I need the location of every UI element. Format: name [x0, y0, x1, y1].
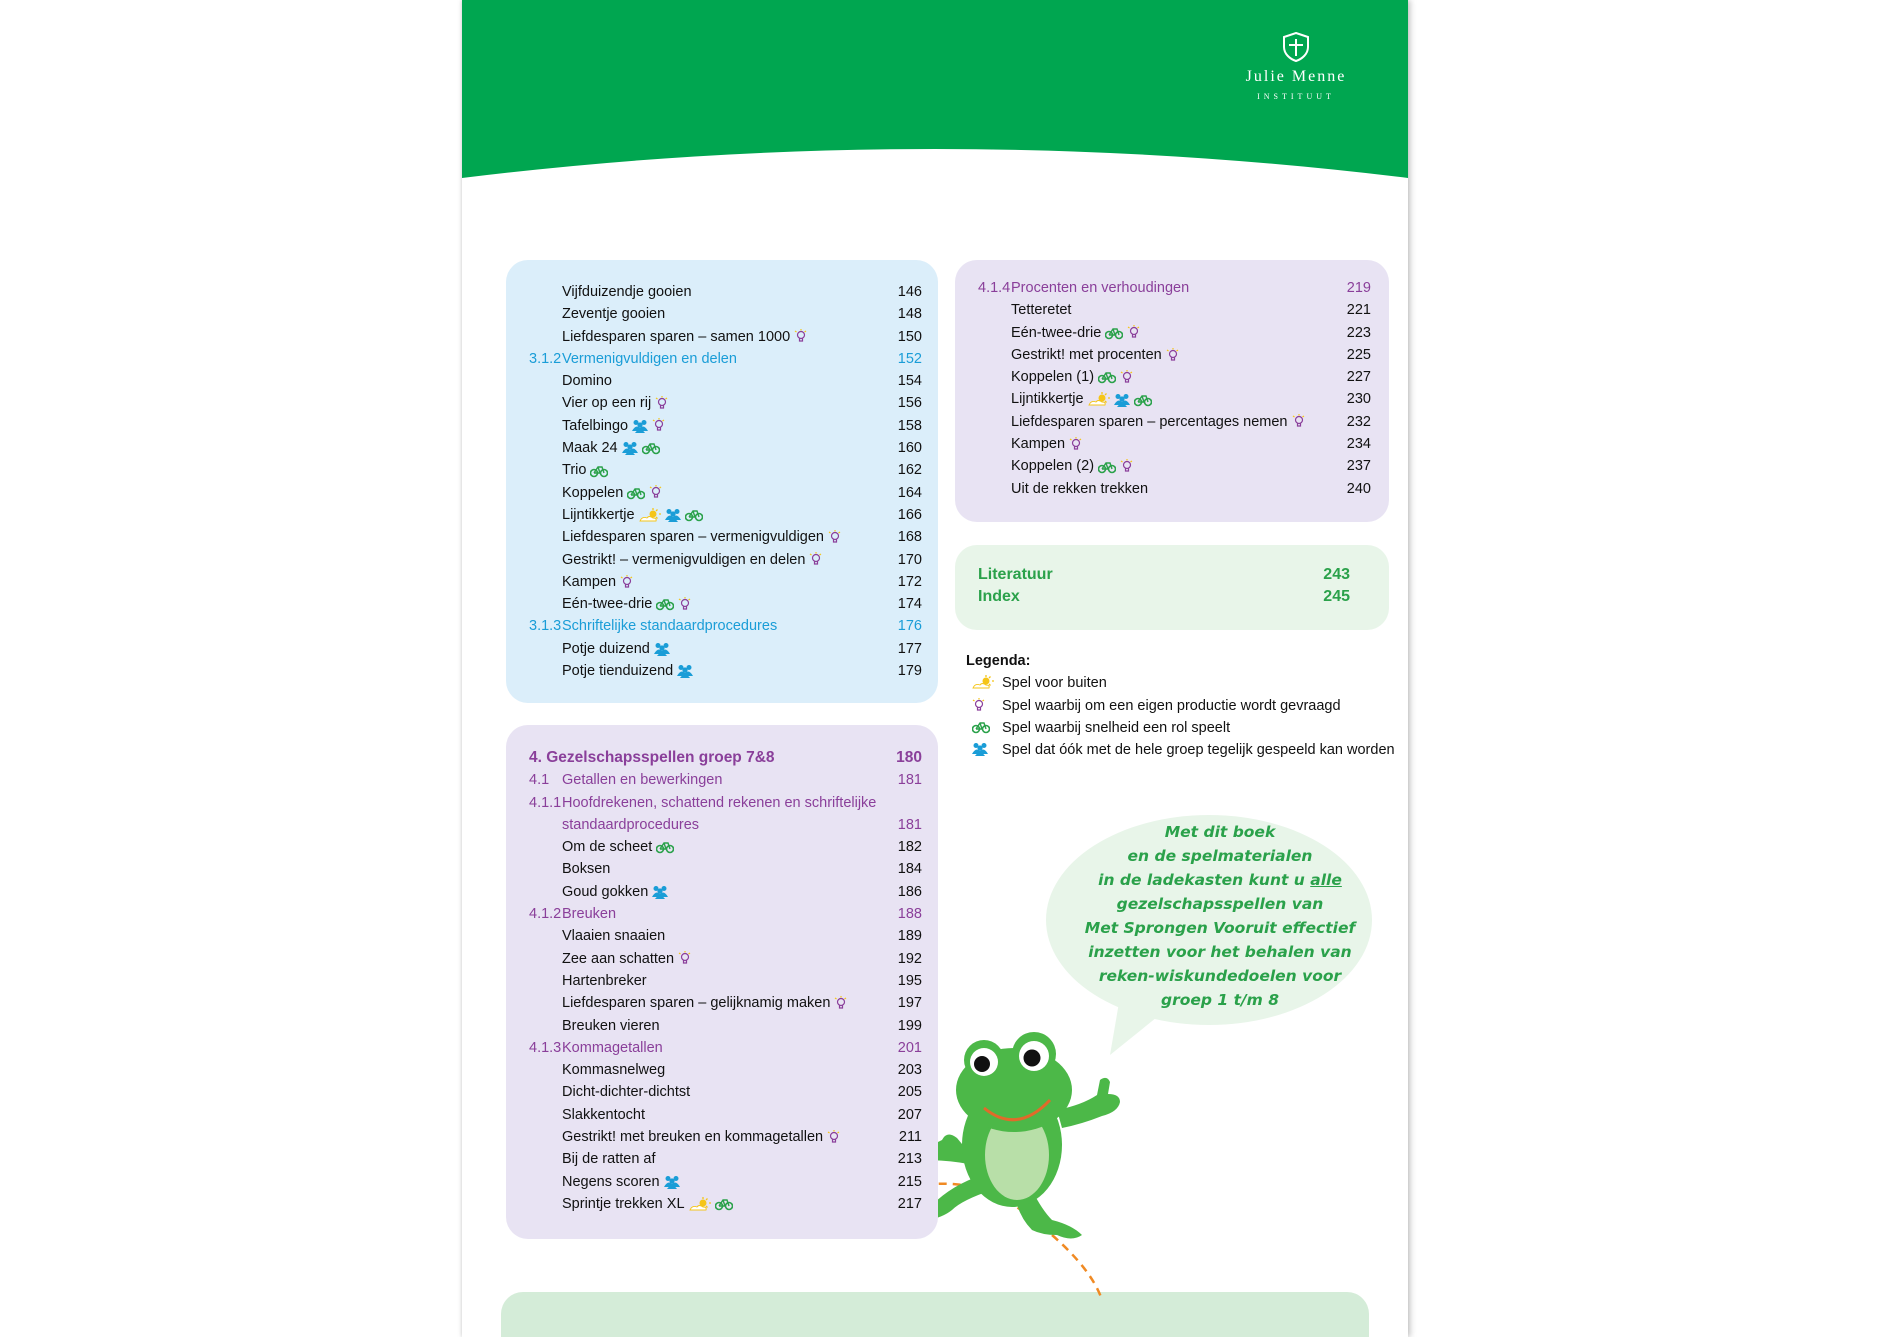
toc-page-number: 177	[897, 640, 922, 657]
toc-title-text: Literatuur	[978, 566, 1053, 583]
sun-icon	[639, 508, 661, 523]
toc-title	[562, 415, 665, 437]
toc-title	[562, 281, 692, 303]
lightbulb-icon	[649, 485, 662, 500]
toc-item-row	[978, 433, 1371, 455]
toc-page-number: 179	[897, 663, 922, 680]
toc-item-row	[529, 1171, 922, 1193]
toc-page-number: 166	[897, 506, 922, 523]
toc-title	[1011, 478, 1148, 500]
toc-title-text: Schriftelijke standaardprocedures	[562, 618, 778, 635]
toc-title	[562, 858, 610, 880]
toc-title-text: Koppelen	[562, 484, 624, 501]
toc-page-number: 146	[897, 284, 922, 300]
toc-title-text: Gestrikt! – vermenigvuldigen en delen	[562, 551, 806, 568]
toc-title-text: Kommagetallen	[562, 1039, 663, 1056]
toc-title	[562, 437, 660, 459]
toc-title-text: Koppelen (1)	[1011, 369, 1095, 386]
toc-title	[562, 1148, 656, 1170]
toc-title	[562, 1171, 680, 1193]
toc-page-number: 195	[897, 972, 922, 989]
toc-page-number: 203	[897, 1062, 922, 1079]
lightbulb-icon	[1120, 459, 1133, 474]
group-icon	[972, 742, 988, 756]
toc-title	[529, 747, 775, 769]
toc-title	[562, 1193, 733, 1215]
toc-page-number: 189	[897, 928, 922, 945]
group-icon	[652, 885, 668, 899]
toc-title-text: Vijfduizendje gooien	[562, 284, 692, 300]
toc-title-text: Lijntikkertje	[1011, 391, 1084, 408]
toc-title-text: Domino	[562, 373, 612, 390]
lightbulb-icon	[1292, 414, 1305, 429]
toc-title	[562, 593, 691, 615]
group-icon	[1114, 393, 1130, 407]
toc-title-text: Negens scoren	[562, 1173, 660, 1190]
toc-title	[562, 792, 876, 814]
toc-item-row	[529, 1015, 922, 1037]
toc-title-text: Uit de rekken trekken	[1011, 480, 1149, 497]
toc-item-row	[529, 504, 922, 526]
toc-title	[1011, 344, 1179, 366]
toc-page-number: 240	[1346, 480, 1371, 497]
toc-page-number: 148	[897, 306, 922, 323]
lightbulb-icon	[972, 698, 985, 713]
toc-title-text: Getallen en bewerkingen	[562, 772, 723, 789]
toc-title	[562, 1015, 660, 1037]
toc-item-row	[529, 593, 922, 615]
toc-item-row	[529, 370, 922, 392]
legend	[966, 650, 1395, 761]
frog-illustration	[922, 1010, 1222, 1310]
toc-title-text: Hoofdrekenen, schattend rekenen en schriftelijke	[562, 794, 877, 811]
toc-page-number: 219	[1346, 280, 1371, 296]
toc-title	[562, 903, 616, 925]
toc-title	[1011, 322, 1140, 344]
toc-section-number: 4.1.3	[529, 1039, 562, 1056]
legend-item	[966, 739, 1395, 761]
toc-extra-row	[978, 564, 1350, 586]
lightbulb-icon	[655, 396, 668, 411]
toc-item-row	[978, 455, 1371, 477]
toc-page-number: 181	[897, 816, 922, 833]
toc-title	[562, 303, 665, 325]
bicycle-icon	[1098, 460, 1116, 474]
legend-item	[966, 717, 1395, 739]
toc-page-number: 186	[897, 883, 922, 900]
toc-page-number: 150	[897, 328, 922, 345]
toc-section-row	[529, 348, 922, 370]
toc-page-number: 174	[897, 596, 922, 613]
toc-section-number: 4.1.2	[529, 906, 562, 923]
toc-title	[562, 571, 633, 593]
toc-page-number: 234	[1346, 436, 1371, 453]
toc-page-number: 211	[898, 1129, 922, 1146]
toc-item-row	[529, 437, 922, 459]
toc-title	[1011, 411, 1305, 433]
toc-page-number: 199	[897, 1017, 922, 1034]
toc-title	[562, 504, 703, 526]
toc-item-row	[529, 526, 922, 548]
toc-item-row	[529, 1148, 922, 1170]
toc-title-text: Slakkentocht	[562, 1106, 646, 1123]
bubble-line: en de spelmaterialen	[1127, 847, 1313, 865]
toc-title-text: Sprintje trekken XL	[562, 1195, 685, 1212]
toc-page-number: 156	[897, 395, 922, 412]
toc-title	[562, 549, 822, 571]
bicycle-icon	[1098, 370, 1116, 384]
lightbulb-icon	[1127, 325, 1140, 340]
toc-section-number: 4.1.4	[978, 280, 1011, 296]
toc-title	[1011, 366, 1133, 388]
toc-title-text: Goud gokken	[562, 883, 649, 900]
toc-item-row	[529, 1193, 922, 1215]
toc-title-text: Boksen	[562, 861, 611, 878]
toc-page-number: 160	[897, 440, 922, 457]
toc-page-number: 197	[897, 995, 922, 1012]
toc-page-number: 192	[897, 950, 922, 967]
toc-section-row	[529, 769, 922, 791]
toc-title-text: Vier op een rij	[562, 395, 652, 412]
toc-item-row	[529, 281, 922, 303]
toc-item-row	[978, 478, 1371, 500]
toc-title	[562, 526, 841, 548]
lightbulb-icon	[1069, 437, 1082, 452]
logo	[1216, 32, 1376, 101]
toc-page-number: 245	[1323, 588, 1350, 606]
toc-item-row	[529, 925, 922, 947]
lightbulb-icon	[678, 951, 691, 966]
legend-text: Spel voor buiten	[1002, 675, 1107, 692]
toc-title-text: Kampen	[1011, 436, 1066, 453]
toc-title-text: Liefdesparen sparen – vermenigvuldigen	[562, 529, 824, 546]
toc-title-text: Procenten en verhoudingen	[1011, 280, 1190, 296]
toc-title	[562, 970, 647, 992]
lightbulb-icon	[794, 329, 807, 344]
toc-section-number: 3.1.3	[529, 618, 562, 635]
toc-item-row	[529, 459, 922, 481]
group-icon	[632, 419, 648, 433]
group-icon	[677, 664, 693, 678]
toc-section-row	[978, 277, 1371, 299]
toc-page-number: 237	[1346, 458, 1371, 475]
bicycle-icon	[642, 441, 660, 455]
toc-title	[978, 586, 1020, 608]
toc-page-number: 162	[897, 462, 922, 479]
bicycle-icon	[1134, 393, 1152, 407]
lightbulb-icon	[1166, 348, 1179, 363]
group-icon	[654, 642, 670, 656]
bicycle-icon	[656, 597, 674, 611]
toc-page-number: 176	[897, 618, 922, 635]
toc-page-number: 221	[1346, 302, 1371, 319]
bubble-line	[1060, 868, 1380, 892]
toc-page-number: 172	[897, 573, 922, 590]
toc-page-number: 184	[897, 861, 922, 878]
toc-page-number: 152	[897, 350, 922, 367]
bicycle-icon	[627, 486, 645, 500]
toc-section-row	[529, 792, 922, 814]
toc-title-text: Dicht-dichter-dichtst	[562, 1084, 691, 1101]
toc-item-row	[529, 482, 922, 504]
toc-page-number: 225	[1346, 346, 1371, 363]
bicycle-icon	[972, 720, 990, 734]
lightbulb-icon	[834, 996, 847, 1011]
toc-title	[562, 769, 722, 791]
toc-title	[562, 1037, 663, 1059]
toc-title	[562, 1126, 840, 1148]
group-icon	[664, 1175, 680, 1189]
toc-title-text: Potje duizend	[562, 640, 650, 657]
toc-item-row	[529, 415, 922, 437]
toc-title-text: Kampen	[562, 573, 617, 590]
toc-title-text: Vermenigvuldigen en delen	[562, 350, 737, 367]
toc-item-row	[978, 322, 1371, 344]
toc-item-row	[978, 388, 1371, 410]
toc-page-number: 168	[897, 529, 922, 546]
toc-title-text: Liefdesparen sparen – percentages nemen	[1011, 413, 1288, 430]
toc-item-row	[529, 549, 922, 571]
bicycle-icon	[656, 840, 674, 854]
toc-item-row	[978, 411, 1371, 433]
toc-title-text: Liefdesparen sparen – gelijknamig maken	[562, 995, 831, 1012]
toc-item-row	[529, 1081, 922, 1103]
toc-title-text: Eén-twee-drie	[1011, 324, 1102, 341]
toc-page-number: 188	[897, 906, 922, 923]
toc-title-text: Kommasnelweg	[562, 1062, 666, 1079]
toc-item-row	[529, 571, 922, 593]
toc-item-row	[529, 992, 922, 1014]
toc-page-number: 181	[897, 772, 922, 789]
toc-page-number: 230	[1346, 391, 1371, 408]
toc-title	[562, 925, 665, 947]
toc-item-row	[529, 970, 922, 992]
toc-title	[562, 1081, 690, 1103]
lightbulb-icon	[828, 530, 841, 545]
toc-page-number: 223	[1346, 324, 1371, 341]
toc-section-row	[529, 615, 922, 637]
toc-title-text: standaardprocedures	[562, 816, 700, 833]
toc-section-row	[529, 903, 922, 925]
bubble-line: inzetten voor het behalen van	[1088, 943, 1352, 961]
toc-title	[1011, 299, 1071, 321]
bicycle-icon	[1105, 326, 1123, 340]
toc-item-row	[529, 836, 922, 858]
toc-item-row	[529, 303, 922, 325]
toc-item-row	[529, 1059, 922, 1081]
toc-title-text: Breuken vieren	[562, 1017, 660, 1034]
toc-title-text: Breuken	[562, 906, 617, 923]
toc-page-number: 213	[897, 1151, 922, 1168]
toc-list-right	[978, 277, 1371, 500]
toc-title-text: Trio	[562, 462, 587, 479]
toc-page-number: 201	[897, 1039, 922, 1056]
toc-extra-row	[978, 586, 1350, 608]
toc-title	[562, 881, 668, 903]
toc-title-text: Maak 24	[562, 440, 618, 457]
toc-title-text: Hartenbreker	[562, 972, 647, 989]
bubble-line: groep 1 t/m 8	[1161, 991, 1279, 1009]
lightbulb-icon	[809, 552, 822, 567]
bicycle-icon	[715, 1197, 733, 1211]
toc-title	[562, 836, 674, 858]
toc-item-row	[529, 1126, 922, 1148]
toc-title	[562, 948, 691, 970]
toc-title	[1011, 388, 1152, 410]
toc-page-number: 180	[896, 749, 922, 766]
toc-title-text: Tetteretet	[1011, 302, 1072, 319]
toc-item-row	[529, 948, 922, 970]
lightbulb-icon	[652, 418, 665, 433]
toc-title-text: 4. Gezelschapsspellen groep 7&8	[529, 749, 775, 766]
toc-title-text: Liefdesparen sparen – samen 1000	[562, 328, 791, 345]
toc-title	[562, 992, 847, 1014]
speech-bubble-text	[1060, 820, 1380, 1012]
toc-item-row	[529, 881, 922, 903]
toc-title-text: Zeventje gooien	[562, 306, 666, 323]
toc-page-number: 227	[1346, 369, 1371, 386]
legend-heading: Legenda:	[966, 653, 1031, 669]
legend-text: Spel dat óók met de hele groep tegelijk gespeeld kan worden	[1002, 742, 1395, 759]
toc-list-left-bottom	[529, 747, 922, 1215]
toc-item-row	[978, 344, 1371, 366]
bicycle-icon	[590, 464, 608, 478]
bubble-line: Met Sprongen Vooruit effectief	[1084, 919, 1356, 937]
bubble-line: gezelschapsspellen van	[1116, 895, 1324, 913]
toc-title	[562, 660, 693, 682]
toc-page-number: 207	[897, 1106, 922, 1123]
toc-page-number: 243	[1323, 566, 1350, 583]
group-icon	[622, 441, 638, 455]
toc-item-row	[529, 858, 922, 880]
legend-text: Spel waarbij om een eigen productie wordt gevraagd	[1002, 697, 1341, 714]
toc-page-number: 164	[897, 484, 922, 501]
toc-title	[978, 564, 1053, 586]
toc-section-row	[529, 1037, 922, 1059]
lightbulb-icon	[678, 597, 691, 612]
toc-title-text: Om de scheet	[562, 839, 653, 856]
toc-section-number: 3.1.2	[529, 350, 562, 367]
toc-title	[562, 1104, 645, 1126]
lightbulb-icon	[1120, 370, 1133, 385]
toc-page-number: 205	[897, 1084, 922, 1101]
toc-title	[562, 370, 612, 392]
toc-title-text: Koppelen (2)	[1011, 458, 1095, 475]
bicycle-icon	[685, 508, 703, 522]
toc-chapter-heading	[529, 747, 922, 769]
toc-item-row	[529, 660, 922, 682]
toc-item-row	[529, 326, 922, 348]
toc-title	[1011, 277, 1189, 299]
toc-page-number: 217	[897, 1195, 922, 1212]
toc-section-number: 4.1.1	[529, 794, 562, 811]
group-icon	[665, 508, 681, 522]
toc-page-number: 158	[897, 417, 922, 434]
toc-title	[1011, 455, 1133, 477]
toc-title-text: Tafelbingo	[562, 417, 629, 434]
toc-item-row	[978, 299, 1371, 321]
toc-title	[562, 459, 608, 481]
toc-title	[562, 1059, 665, 1081]
bubble-line-part: in de ladekasten kunt u	[1098, 871, 1311, 889]
toc-list-left-top	[529, 281, 922, 682]
legend-item	[966, 695, 1395, 717]
toc-list-extra	[978, 564, 1350, 609]
toc-title-text: Index	[978, 588, 1020, 606]
toc-item-row	[529, 392, 922, 414]
toc-title	[562, 638, 670, 660]
toc-page-number: 182	[897, 839, 922, 856]
shield-icon	[1283, 32, 1309, 62]
toc-page-number: 215	[897, 1173, 922, 1190]
toc-item-row	[529, 1104, 922, 1126]
toc-title	[1011, 433, 1082, 455]
brand-sub: INSTITUUT	[1257, 92, 1335, 101]
bubble-underlined-word: alle	[1310, 871, 1342, 889]
legend-item	[966, 672, 1395, 694]
toc-title-text: Potje tienduizend	[562, 663, 674, 680]
toc-item-row	[978, 366, 1371, 388]
toc-title-text: Gestrikt! met procenten	[1011, 346, 1162, 363]
toc-title	[562, 814, 699, 836]
toc-page-number: 232	[1346, 413, 1371, 430]
toc-page-number: 154	[897, 373, 922, 390]
toc-page-number: 170	[897, 551, 922, 568]
brand-name: Julie Menne	[1245, 68, 1347, 85]
toc-title-text: Lijntikkertje	[562, 506, 635, 523]
toc-title	[562, 482, 662, 504]
sun-icon	[689, 1197, 711, 1212]
legend-text: Spel waarbij snelheid een rol speelt	[1002, 719, 1231, 736]
lightbulb-icon	[827, 1130, 840, 1145]
bubble-line: reken-wiskundedoelen voor	[1098, 967, 1342, 985]
toc-title	[562, 348, 737, 370]
toc-title	[562, 615, 777, 637]
bubble-line: Met dit boek	[1164, 823, 1276, 841]
lightbulb-icon	[620, 575, 633, 590]
toc-title-text: Gestrikt! met breuken en kommagetallen	[562, 1129, 824, 1146]
sun-icon	[972, 675, 994, 690]
toc-section-row	[529, 814, 922, 836]
toc-title	[562, 392, 668, 414]
toc-title-text: Zee aan schatten	[562, 950, 675, 967]
toc-title-text: Eén-twee-drie	[562, 596, 653, 613]
toc-item-row	[529, 638, 922, 660]
toc-title-text: Bij de ratten af	[562, 1151, 656, 1168]
toc-title-text: Vlaaien snaaien	[562, 928, 666, 945]
toc-title	[562, 326, 807, 348]
toc-section-number: 4.1	[529, 772, 550, 789]
sun-icon	[1088, 392, 1110, 407]
